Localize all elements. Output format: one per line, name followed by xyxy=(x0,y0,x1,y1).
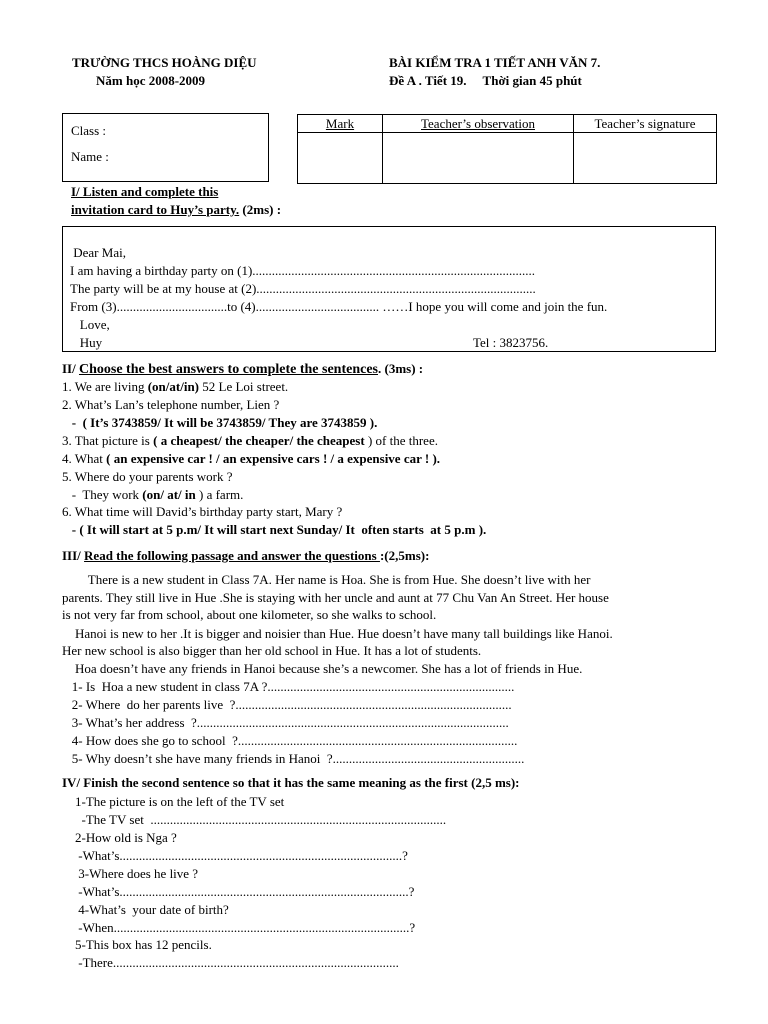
passage-line: Hoa doesn’t have any friends in Hanoi because she’s a newcomer. She has a lot of friends in Hue. xyxy=(62,661,583,676)
passage-line: There is a new student in Class 7A. Her name is Hoa. She is from Hue. She doesn’t live with her xyxy=(62,572,591,587)
question-2-3: 3. That picture is ( a cheapest/ the cheaper/ the cheapest ) of the three. xyxy=(62,433,438,448)
question-3-4: 4- How does she go to school ?...................................................................................... xyxy=(62,733,518,748)
rewrite-line: -When...........................................................................................? xyxy=(62,920,416,935)
question-3-3: 3- What’s her address ?................................................................................................ xyxy=(62,715,509,730)
rewrite-line: -There........................................................................................ xyxy=(62,955,399,970)
rewrite-line: 2-How old is Nga ? xyxy=(62,830,177,845)
section3-title: III/ Read the following passage and answer the questions :(2,5ms): xyxy=(62,548,430,563)
card-line: I am having a birthday party on (1)....................................................................................... xyxy=(70,263,536,278)
signature-header: Teacher’s signature xyxy=(574,115,717,133)
card-tel: Tel : 3823756. xyxy=(473,335,549,350)
question-2-5: 5. Where do your parents work ? xyxy=(62,469,233,484)
name-label: Name : xyxy=(71,149,109,164)
mark-header: Mark xyxy=(298,115,383,133)
card-line: Dear Mai, xyxy=(70,245,126,260)
signature-cell xyxy=(574,133,717,184)
student-info-box xyxy=(62,113,269,182)
test-subtitle: Đề A . Tiết 19. Thời gian 45 phút xyxy=(389,73,582,88)
observation-cell xyxy=(383,133,574,184)
card-line: Love, xyxy=(70,317,110,332)
question-3-1: 1- Is Hoa a new student in class 7A ?............................................................................ xyxy=(62,679,515,694)
passage-line: parents. They still live in Hue .She is staying with her uncle and aunt at 77 Chu Van An Street. Her house xyxy=(62,590,609,605)
card-line: The party will be at my house at (2)...................................................................................... xyxy=(70,281,536,296)
rewrite-line: -What’s.......................................................................................? xyxy=(62,848,408,863)
observation-header: Teacher’s observation xyxy=(383,115,574,133)
rewrite-line: 4-What’s your date of birth? xyxy=(62,902,229,917)
card-signature: Huy xyxy=(70,335,103,350)
answer-options-2-2: - ( It’s 3743859/ It will be 3743859/ They are 3743859 ). xyxy=(62,415,378,430)
rewrite-line: 1-The picture is on the left of the TV set xyxy=(62,794,285,809)
answer-options-2-5: - They work (on/ at/ in ) a farm. xyxy=(62,487,244,502)
invitation-card xyxy=(62,226,716,352)
passage-line: Her new school is also bigger than her old school in Hue. It has a lot of students. xyxy=(62,643,482,658)
question-2-2: 2. What’s Lan’s telephone number, Lien ? xyxy=(62,397,280,412)
school-year: Năm học 2008-2009 xyxy=(96,73,206,88)
passage-line: Hanoi is new to her .It is bigger and noisier than Hue. Hue doesn’t have many tall buildings like Hanoi. xyxy=(62,626,613,641)
section2-title: II/ Choose the best answers to complete the sentences. (3ms) : xyxy=(62,361,424,377)
passage-line: is not very far from school, about one kilometer, so she walks to school. xyxy=(62,607,437,622)
school-name: TRƯỜNG THCS HOÀNG DIỆU xyxy=(72,55,257,70)
question-3-2: 2- Where do her parents live ?..................................................................................... xyxy=(62,697,512,712)
rewrite-line: 3-Where does he live ? xyxy=(62,866,199,881)
rewrite-line: -The TV set ........................................................................................... xyxy=(62,812,447,827)
rewrite-line: 5-This box has 12 pencils. xyxy=(62,937,212,952)
card-line: From (3)..................................to (4)...................................... ……I hope you will come and join the fun. xyxy=(70,299,608,314)
question-3-5: 5- Why doesn’t she have many friends in Hanoi ?........................................................... xyxy=(62,751,525,766)
answer-options-2-6: - ( It will start at 5 p.m/ It will start next Sunday/ It often starts at 5 p.m ). xyxy=(62,522,487,537)
question-2-6: 6. What time will David’s birthday party start, Mary ? xyxy=(62,504,343,519)
class-label: Class : xyxy=(71,123,107,138)
marks-table xyxy=(297,114,717,184)
test-title: BÀI KIỂM TRA 1 TIẾT ANH VĂN 7. xyxy=(389,55,601,70)
section1-title-line1: I/ Listen and complete this xyxy=(71,184,219,199)
section4-title: IV/ Finish the second sentence so that it has the same meaning as the first (2,5 ms): xyxy=(62,775,520,790)
mark-cell xyxy=(298,133,383,184)
rewrite-line: -What’s.........................................................................................? xyxy=(62,884,415,899)
question-2-4: 4. What ( an expensive car ! / an expensive cars ! / a expensive car ! ). xyxy=(62,451,441,466)
question-2-1: 1. We are living (on/at/in) 52 Le Loi street. xyxy=(62,379,289,394)
section1-title-line2: invitation card to Huy’s party. (2ms) : xyxy=(71,202,282,217)
